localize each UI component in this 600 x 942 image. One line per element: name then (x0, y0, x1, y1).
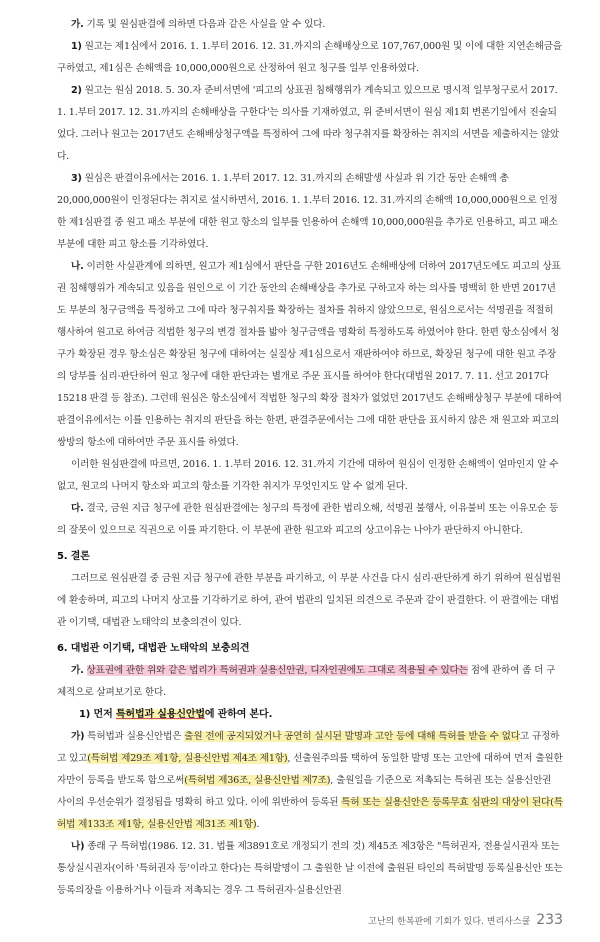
text-run: 특허법과 실용신안법은 (84, 731, 185, 742)
text-run: , 선출원주의를 택하여 동일한 발명 또는 고안에 대하여 먼저 출원한 자만이 등록을 받도록 함으로써 (57, 753, 563, 786)
section-heading (57, 638, 563, 660)
text-run: , 출원일을 기준으로 저촉되는 특허권 또는 실용신안권 사이의 우선순위가 결정됨을 명확히 하고 있다. 이에 위반하여 등록된 (57, 775, 552, 808)
item-marker: 다. (71, 503, 84, 514)
highlighted-text: 상표권에 관한 위와 같은 법리가 특허권과 실용신안권, 디자인권에도 그대로 적용될 수 있다는 (86, 665, 468, 676)
item-marker: 가. (71, 19, 84, 30)
text-run: 점에 관하여 좀 더 구체적으로 살펴보기로 한다. (57, 665, 556, 698)
item-marker: 가. (71, 665, 84, 676)
footer-text: 고난의 한복판에 기회가 있다. 변리사스쿨 (368, 917, 531, 927)
text-run: 그러므로 원심판결 중 금원 지급 청구에 관한 부분을 파기하고, 이 부분 사건을 다시 심리·판단하게 하기 위하여 원심법원에 환송하며, 피고의 나머지 상고를 기각하기로 하여, 관여 법관의 일치된 의견으로 주문과 같이 판결한다. 이 판결에는 대법관 이기택, 대법관 노태악의 보충의견이 있다. (57, 573, 561, 628)
paragraph (57, 80, 563, 168)
item-marker: 1) (71, 41, 82, 52)
subsection-heading (57, 704, 563, 726)
text-run: 원고는 제1심에서 2016. 1. 1.부터 2016. 12. 31.까지의 손해배상으로 107,767,000원 및 이에 대한 지연손해금을 구하였고, 제1심은 손해액을 10,000,000원으로 산정하여 원고 청구를 일부 인용하였다. (57, 41, 562, 74)
page-number: 233 (536, 912, 563, 928)
text-run: 기록 및 원심판결에 의하면 다음과 같은 사실을 알 수 있다. (83, 19, 326, 30)
item-marker: 나) (71, 841, 85, 852)
paragraph (57, 660, 563, 704)
paragraph (57, 726, 563, 836)
text-run: . (256, 819, 260, 830)
paragraph (57, 36, 563, 80)
item-marker: 나. (71, 261, 84, 272)
text-run: 이러한 원심판결에 따르면, 2016. 1. 1.부터 2016. 12. 31.까지 기간에 대하여 원심이 인정한 손해액이 얼마인지 알 수 없고, 원고의 나머지 항소와 피고의 항소를 기각한 취지가 무엇인지도 알 수 없게 된다. (57, 459, 559, 492)
text-run: 고 규정하고 있고 (57, 731, 560, 764)
paragraph (57, 256, 563, 454)
document-body (57, 14, 563, 902)
paragraph (57, 168, 563, 256)
paragraph (57, 454, 563, 498)
page-footer (368, 912, 563, 928)
text-run: 원고는 원심 2018. 5. 30.자 준비서면에 '피고의 상표권 침해행위가 계속되고 있으므로 명시적 일부청구로서 2017. 1. 1.부터 2017. 12. 31.까지의 손해배상을 구한다'는 의사를 기재하였고, 위 준비서면이 원심 제1회 변론기일에서 진술되었다. 그러나 원고는 2017년도 손해배상청구액을 특정하여 그에 따라 청구취지를 확장하는 취지의 서면을 제출하지는 않았다. (57, 85, 560, 162)
item-marker: 2) (71, 85, 82, 96)
text-run: 1) 먼저 (79, 709, 116, 720)
highlighted-text: 출원 전에 공지되었거나 공연히 실시된 발명과 고안 등에 대해 특허를 받을 수 없다 (184, 731, 520, 742)
text-run: 원심은 판결이유에서는 2016. 1. 1.부터 2017. 12. 31.까지의 손해발생 사실과 위 기간 동안 손해액 총 20,000,000원이 인정된다는 취지로 설시하면서, 2016. 1. 1.부터 2016. 12. 31.까지의 손해액 10,000,000원으로 인정한 제1심판결 중 원고 패소 부분에 대한 원고 항소의 일부를 인용하여 손해액 10,000,000원을 추가로 인용하고, 피고 패소 부분에 대한 피고 항소를 기각하였다. (57, 173, 558, 250)
highlighted-text: (특허법 제29조 제1항, 실용신안법 제4조 제1항) (87, 753, 288, 764)
paragraph (57, 568, 563, 634)
paragraph (57, 498, 563, 542)
text-run: 이러한 사실관계에 의하면, 원고가 제1심에서 판단을 구한 2016년도 손해배상에 더하여 2017년도에도 피고의 상표권 침해행위가 계속되고 있음을 원인으로 이 기간 동안의 손해배상을 추가로 구하고자 하는 의사를 명백히 한 반면 2017년도 부분의 청구금액을 특정하고 그에 따라 청구취지를 확장하는 절차를 취하지 않았으므로, 원심으로서는 석명권을 적절히 행사하여 원고로 하여금 적법한 청구의 변경 절차를 밟아 청구금액을 명확히 특정하도록 하였어야 한다. 한편 항소심에서 청구가 확장된 경우 항소심은 확장된 청구에 대하여는 실질상 제1심으로서 재판하여야 하므로, 확장된 청구에 대한 원고 주장의 당부를 심리·판단하여 원고 청구에 대한 판단과는 별개로 주문 표시를 하여야 한다(대법원 2017. 7. 11. 선고 2017다15218 판결 등 참조). 그런데 원심은 항소심에서 적법한 청구의 확장 절차가 없었던 2017년도 손해배상청구 부분에 대하여 판결이유에서는 이를 인용하는 취지의 판단을 하는 한편, 판결주문에서는 그에 대한 판단을 표시하지 않은 채 원고와 피고의 쌍방의 항소에 대하여만 주문 표시를 하였다. (57, 261, 562, 448)
highlighted-text: 특허 또는 실용신안은 등록무효 심판의 대상이 된다(특허법 제133조 제1항, 실용신안법 제31조 제1항) (57, 797, 563, 830)
paragraph (57, 14, 563, 36)
text-run: 6. 대법관 이기택, 대법관 노태악의 보충의견 (57, 643, 250, 654)
highlighted-text: (특허법 제36조, 실용신안법 제7조) (184, 775, 331, 786)
text-run: 종래 구 특허법(1986. 12. 31. 법률 제3891호로 개정되기 전의 것) 제45조 제3항은 "특허권자, 전용실시권자 또는 통상실시권자(이하 '특허권자 등'이라고 한다)는 특허발명이 그 출원한 날 이전에 출원된 타인의 특허발명 등록실용신안 또는 등록의장을 이용하거나 이들과 저촉되는 경우 그 특허권자·실용신안권 (57, 841, 563, 896)
section-heading (57, 546, 563, 568)
text-run: 5. 결론 (57, 551, 90, 562)
text-run: 결국, 금원 지급 청구에 관한 원심판결에는 청구의 특정에 관한 법리오해, 석명권 불행사, 이유불비 또는 이유모순 등의 잘못이 있으므로 직권으로 이를 파기한다. 이 부분에 관한 원고와 피고의 상고이유는 나아가 판단하지 아니한다. (57, 503, 559, 536)
highlighted-text: 특허법과 실용신안법 (115, 709, 205, 720)
item-marker: 3) (71, 173, 82, 184)
item-marker: 가) (71, 731, 85, 742)
text-run: 에 관하여 본다. (204, 709, 273, 720)
paragraph (57, 836, 563, 902)
